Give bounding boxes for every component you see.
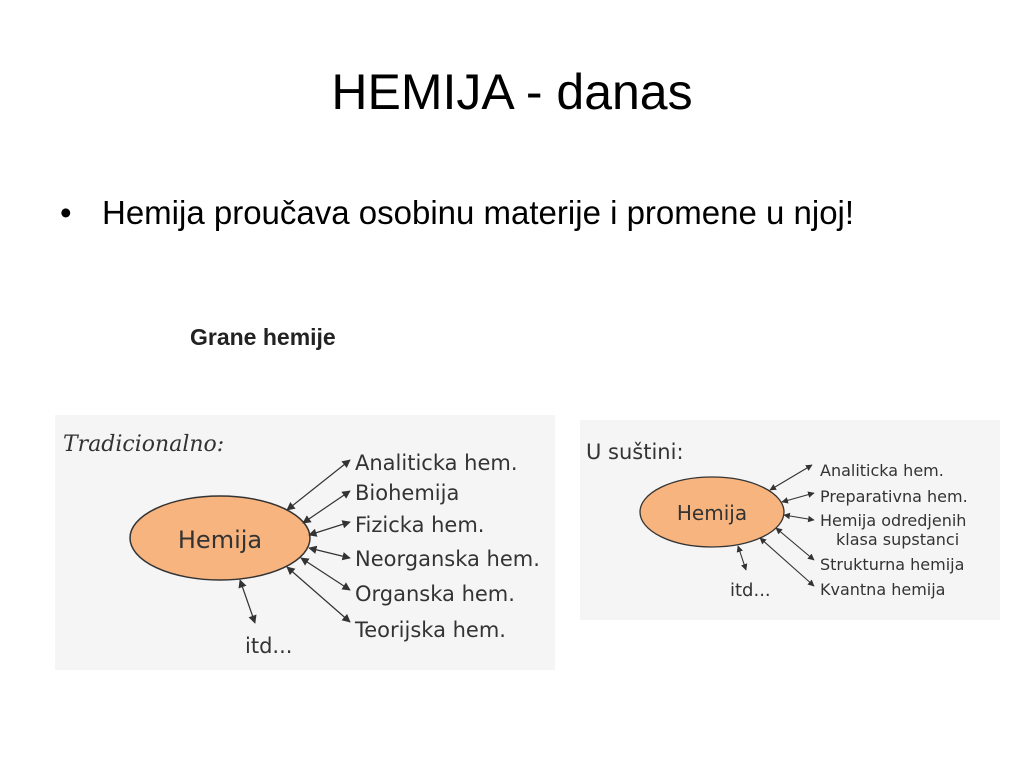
traditional-label: Tradicionalno: [63,432,225,457]
branch-label: Preparativna hem. [820,487,968,506]
traditional-diagram [55,415,555,670]
branch-label: Fizicka hem. [355,513,485,537]
essence-diagram [580,420,1000,620]
more-label: itd... [730,580,771,601]
figure-heading: Grane hemije [190,324,336,350]
hemija-center-label: Hemija [177,526,263,554]
branch-label: Strukturna hemija [820,555,965,574]
bullet-icon: • [60,194,72,231]
branch-label: Organska hem. [355,582,515,606]
branch-label: Neorganska hem. [355,547,540,571]
bullet-text: Hemija proučava osobinu materije i promene u njoj! [102,194,855,231]
branch-label: Biohemija [355,481,460,505]
branch-label: Analiticka hem. [355,451,518,475]
branch-label: Kvantna hemija [820,580,946,599]
more-label: itd... [245,634,293,658]
branch-label: Analiticka hem. [820,461,944,480]
branch-label: klasa supstanci [836,530,960,549]
hemija-center-label: Hemija [676,501,748,525]
slide-title: HEMIJA - danas [331,64,693,120]
branch-label: Hemija odredjenih [820,511,967,530]
essence-label: U suštini: [586,440,684,464]
branch-label: Teorijska hem. [355,618,506,642]
